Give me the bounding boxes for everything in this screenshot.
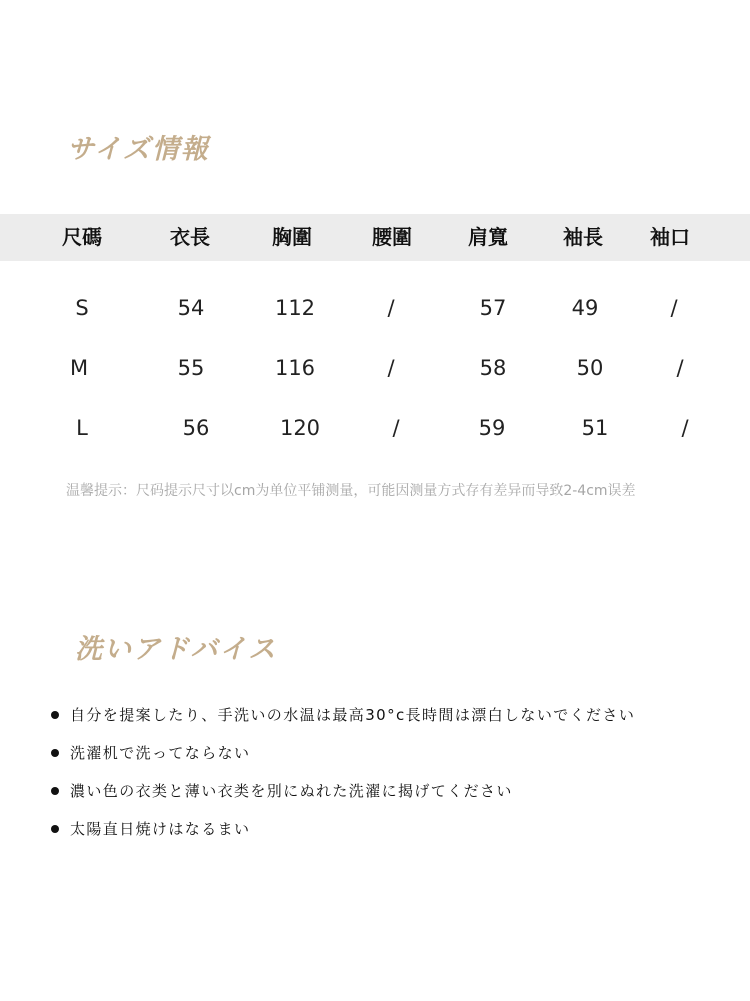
table-row: [0, 348, 750, 388]
cell-sleeve-length: 49: [571, 296, 599, 320]
list-item: [50, 703, 635, 741]
cell-length: 55: [177, 356, 205, 380]
cell-shoulder: 57: [479, 296, 507, 320]
table-row: [0, 288, 750, 328]
list-item: [50, 817, 635, 855]
bullet-icon: [51, 787, 59, 795]
cell-cuff: /: [670, 296, 678, 320]
header-waist: 腰圍: [372, 225, 412, 249]
cell-length: 54: [177, 296, 205, 320]
cell-waist: /: [387, 296, 395, 320]
cell-cuff: /: [676, 356, 684, 380]
cell-sleeve-length: 51: [581, 416, 609, 440]
header-chest: 胸圍: [272, 225, 312, 249]
header-size: 尺碼: [62, 225, 102, 249]
header-length: 衣長: [170, 225, 210, 249]
list-item: [50, 779, 635, 817]
care-item-text: 濃い色の衣类と薄い衣类を別にぬれた洗濯に揭げてください: [70, 782, 513, 800]
measurement-note: 温馨提示：尺码提示尺寸以cm为单位平铺测量，可能因测量方式存有差异而导致2-4cm误差: [66, 483, 636, 499]
list-item: [50, 741, 635, 779]
cell-length: 56: [182, 416, 210, 440]
header-shoulder: 肩寬: [468, 225, 508, 249]
bullet-icon: [51, 749, 59, 757]
header-sleeve-length: 袖長: [563, 225, 603, 249]
header-cuff: 袖口: [650, 225, 690, 249]
cell-shoulder: 59: [478, 416, 506, 440]
cell-shoulder: 58: [479, 356, 507, 380]
table-row: [0, 408, 750, 448]
cell-waist: /: [392, 416, 400, 440]
cell-size: L: [76, 416, 88, 440]
size-table-header: [0, 214, 750, 261]
care-item-text: 自分を提案したり、手洗いの水温は最高30°c長時間は漂白しないでください: [70, 706, 636, 724]
cell-waist: /: [387, 356, 395, 380]
cell-cuff: /: [681, 416, 689, 440]
size-info-title: サイズ情報: [67, 134, 210, 165]
cell-size: S: [75, 296, 89, 320]
care-item-text: 太陽直日焼けはなるまい: [70, 820, 251, 838]
bullet-icon: [51, 825, 59, 833]
care-advice-title: 洗いアドバイス: [75, 634, 278, 665]
care-item-text: 洗濯机で洗ってならない: [70, 744, 251, 762]
cell-chest: 116: [274, 356, 316, 380]
care-list: [50, 703, 635, 855]
cell-chest: 120: [279, 416, 321, 440]
bullet-icon: [51, 711, 59, 719]
cell-sleeve-length: 50: [576, 356, 604, 380]
cell-chest: 112: [274, 296, 316, 320]
cell-size: M: [69, 356, 89, 380]
